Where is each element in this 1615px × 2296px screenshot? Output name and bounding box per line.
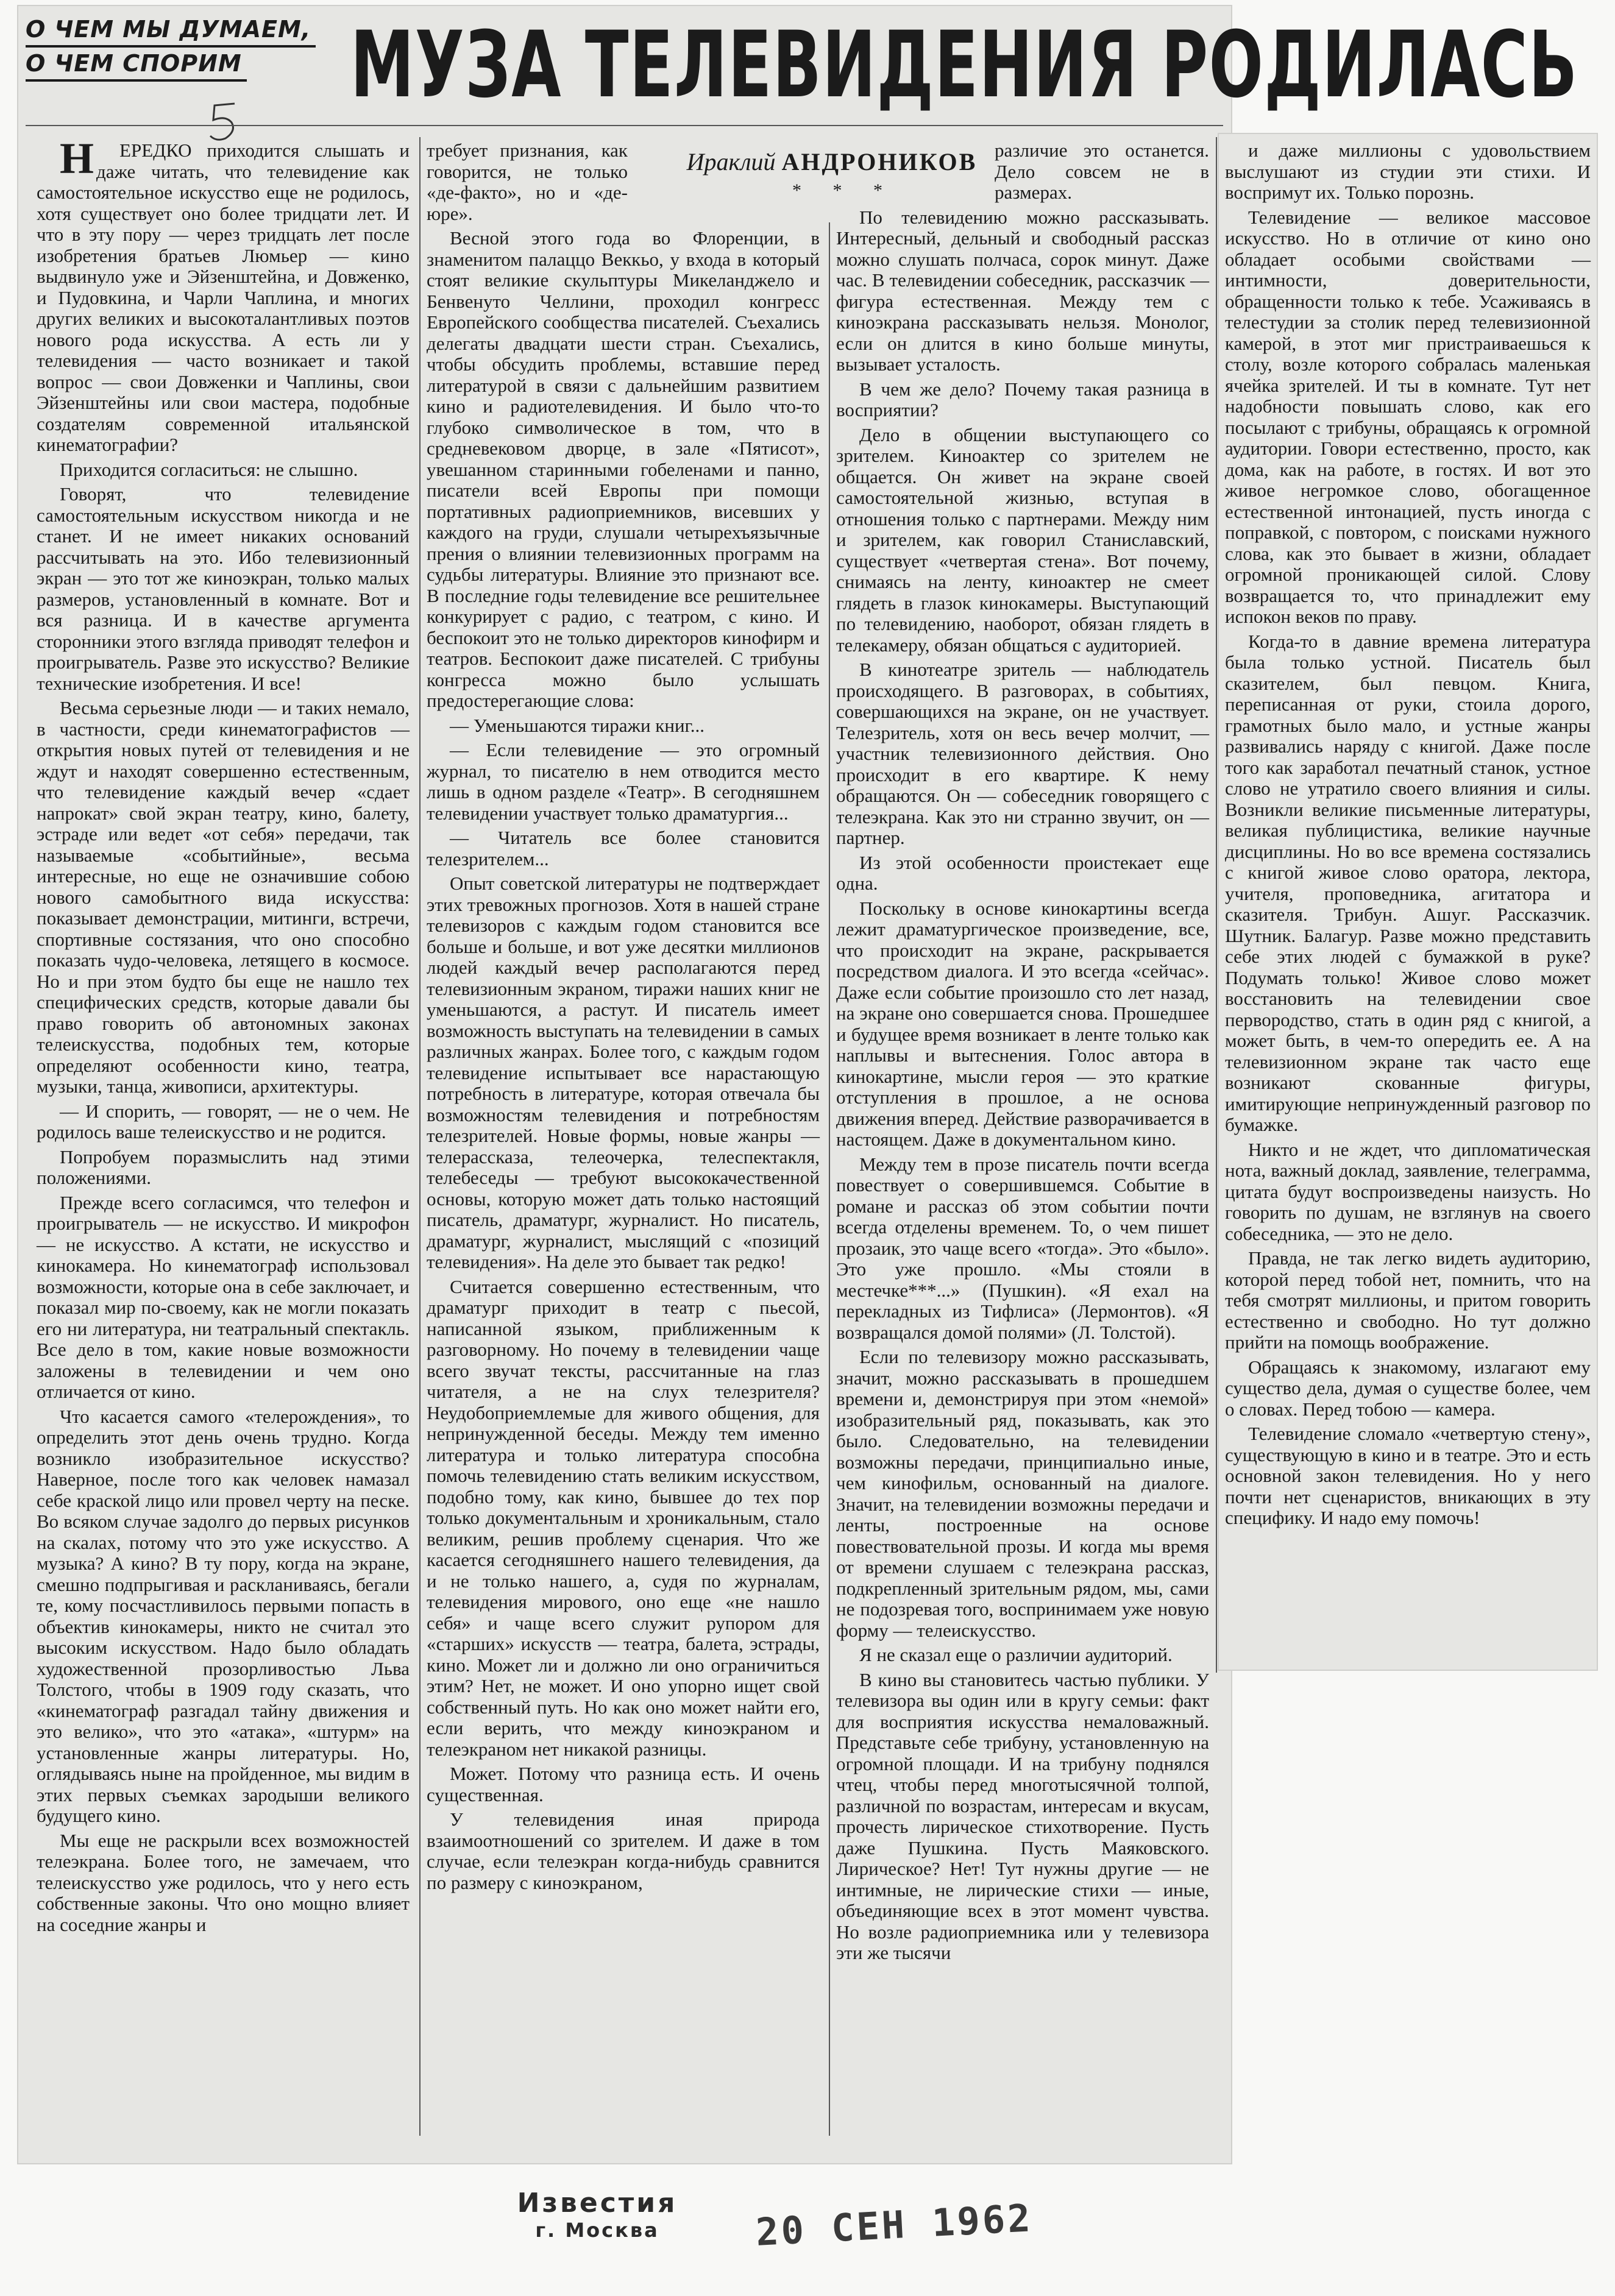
column-rule-2: [829, 222, 830, 2136]
paragraph: В кино вы становитесь частью публики. У телевизора вы один или в кругу семьи: факт для восприятия искусства немаловажный. Представьте себе трибуну, установленную на огромной площади. И на трибуну поднялся чтец, чтобы перед многотысячной толпой, различной по возрастам, интересам и вкусам, прочесть лирическое стихотворение. Пусть даже Пушкина. Пусть Маяковского. Лирическое? Нет! Тут нужны другие — не интимные, не лирические стихи — иные, объединяющие всех в этот момент чувства. Но возле радиоприемника или у телевизора эти же тысячи: [836, 1668, 1209, 1963]
paragraph: — Читатель все более становится телезрителем...: [427, 827, 820, 870]
paragraph: Телевидение — великое массовое искусство. Но в отличие от кино оно обладает особыми свойствами — интимности, доверительности, обращенности только к тебе. Усаживаясь в телестудии за столик перед телевизионной камерой, в этот миг пристраиваешься к столу, возле которого собралась маленькая ячейка зрителей. И ты в комнате. Тут нет надобности повышать слово, как его посылают с трибуны, обращаясь к огромной аудитории. Говори естественно, просто, как дома, как на работе, в гостях. И вот это живое негромкое слово, обогащенное естественной интонацией, пусть иногда с поправкой, с повтором, с поисками нужного слова, как это бывает в жизни, обладает огромной проникающей силой. Слову возвращается то, что принадлежит ему испокон веков по праву.: [1225, 206, 1591, 627]
paragraph: Дело в общении выступающего со зрителем. Киноактер со зрителем не общается. Он живет на экране своей самостоятельной жизнью, вступая в отношения только с партнерами. Между ним и зрителем, как говорил Станиславский, существует «четвертая стена». Вот почему, снимаясь на ленту, киноактер не смеет глядеть в глазок кинокамеры. Выступающий по телевидению, наоборот, обязан глядеть в телекамеру, обязан общаться с аудиторией.: [836, 423, 1209, 656]
rubric-line-2: О ЧЕМ СПОРИМ: [26, 48, 247, 82]
author-first-name: Ираклий: [686, 148, 776, 175]
headline: МУЗА ТЕЛЕВИДЕНИЯ РОДИЛАСЬ: [350, 12, 1578, 118]
article-column-2: [427, 140, 820, 1897]
paragraph: и даже миллионы с удовольствием выслушают из студии эти стихи. И воспримут их. Только порознь.: [1225, 140, 1591, 203]
paragraph: В кинотеатре зритель — наблюдатель происходящего. В разговорах, в событиях, совершающихся на экране, он не участвует. Телезритель, хотя он весь вечер молчит, — участник телевизионного действия. Оно происходит в его квартире. К нему обращаются. Он — собеседник говорящего с телеэкрана. Как это ни странно звучит, он — партнер.: [836, 659, 1209, 848]
paragraph: Я не сказал еще о различии аудиторий.: [859, 1644, 1173, 1665]
paragraph: Может. Потому что разница есть. И очень существенная.: [427, 1763, 820, 1805]
paragraph: Мы еще не раскрыли всех возможностей телеэкрана. Более того, не замечаем, что телеискусство уже родилось, что у него есть собственные законы. Что оно мощно влияет на соседние жанры и: [37, 1829, 410, 1935]
paragraph: требует признания, как говорится, не только «де-факто», но и «де-юре».: [427, 140, 628, 224]
paragraph: — Если телевидение — это огромный журнал, то писателю в нем отводится место лишь в одном разделе «Театр». В сегодняшнем телевидении участвует только драматургия...: [427, 739, 820, 824]
paragraph: Попробуем поразмыслить над этими положениями.: [37, 1146, 410, 1188]
rubric: [26, 13, 330, 82]
paragraph: По телевидению можно рассказывать. Интересный, дельный и свободный рассказ можно слушать полчаса, сорок минут. Даже час. В телевидении собеседник, рассказчик — фигура естественная. Между тем с киноэкрана рассказывать нельзя. Монолог, если он длится в кино больше минуты, вызывает усталость.: [836, 206, 1209, 375]
source-stamp-city: г. Москва: [535, 2219, 659, 2242]
date-stamp: 20 СЕН 1962: [754, 2195, 1034, 2255]
paragraph: Считается совершенно естественным, что драматург приходит в театр с пьесой, написанной языком, приближенным к разговорному. Но почему в телевидении чаще всего звучат тексты, рассчитанные на глаз читателя, а не на слух телезрителя? Неудобоприемлемые для живого общения, для непринужденной беседы. Между тем именно литература и только литература способна помочь телевидению стать великим искусством, подобно тому, как кино, бывшее до тех пор только документальным и хроникальным, стало великим, решив проблему сценария. Что же касается сегодняшнего нашего телевидения, да и не только нашего, а, судя по журналам, телевидения мирового, оно еще «не нашло себя» и чаще всего служит рупором для «старших» искусств — театра, балета, эстрады, кино. Может ли и должно ли оно ограничиться этим? Нет, не может. И оно упорно ищет свой собственный путь. Но как оно может найти его, если верить, что между киноэкраном и телеэкраном нет никакой разницы.: [427, 1275, 820, 1760]
pencil-mark-5: [207, 101, 244, 143]
paragraph: В чем же дело? Почему такая разница в восприятии?: [836, 378, 1209, 420]
paragraph: НЕРЕДКО приходится слышать и даже читать, что телевидение как самостоятельное искусство еще не родилось, хотя существует оно более тридцати лет. И что в эту пору — через тридцать лет после изобретения братьев Люмьер — кино выдвинуло уже и Эйзенштейна, и Довженко, и Пудовкина, и Чарли Чаплина, и многих других великих и высокоталантливых поэтов нового рода искусства. А есть ли у телевидения — часто возникает и такой вопрос — свои Довженки и Чаплины, свои Эйзенштейны или свои мастера, подобные создателям современной итальянской кинематографии?: [37, 134, 410, 455]
paragraph: Говорят, что телевидение самостоятельным искусством никогда и не станет. И не имеет никаких оснований рассчитывать на это. Ибо телевизионный экран — это тот же киноэкран, только малых размеров, установленный в комнате. Вот и вся разница. И в качестве аргумента сторонники этого взгляда приводят телефон и проигрыватель. Разве это искусство? Великие технические изобретения. И все!: [37, 483, 410, 694]
paragraph: различие это останется. Дело совсем не в размерах.: [995, 140, 1209, 203]
source-stamp-name: Известия: [517, 2188, 678, 2219]
column-rule-3: [1216, 137, 1217, 1673]
author-surname: АНДРОНИКОВ: [781, 148, 978, 175]
paragraph: Телевидение сломало «четвертую стену», существующую в кино и в театре. Это и есть основной закон телевидения. Но у него почти нет сценаристов, вникающих в эту специфику. И надо ему помочь!: [1225, 1423, 1591, 1528]
paragraph: У телевидения иная природа взаимоотношений со зрителем. И даже в том случае, если телеэкран когда-нибудь сравнится по размеру с киноэкраном,: [427, 1809, 820, 1893]
ornament-stars: * * *: [792, 180, 896, 200]
paragraph: — И спорить, — говорят, — не о чем. Не родилось ваше телеискусство и не родится.: [37, 1100, 410, 1143]
paragraph: Никто и не ждет, что дипломатическая нота, важный доклад, заявление, телеграмма, цитата будут воспроизведены наизусть. Но говорить по душам, не взглянув на своего собеседника, — это не дело.: [1225, 1138, 1591, 1244]
headline-rule: [26, 125, 1223, 126]
paragraph: Весной этого года во Флоренции, в знаменитом палаццо Веккьо, у входа в который стоят великие скульптуры Микеланджело и Бенвенуто Челлини, проходил конгресс Европейского сообщества писателей. Съехались делегаты двадцати шести стран. Съехались, чтобы обсудить проблемы, вставшие перед литературой в связи с дальнейшим развитием кино и радиотелевидения. И было что-то глубоко символическое в том, что в средневековом дворце, в зале «Пятисот», увешанном старинными гобеленами и панно, писатели всей Европы при помощи портативных радиоприемников, висевших у каждого на груди, слушали четырехъязычные прения о влиянии телевизионных программ на судьбы литературы. Влияние это признают все. В последние годы телевидение все решительнее конкурирует с радио, с театром, с кино. И беспокоит это не только директоров кинофирм и театров. Беспокоит даже писателей. С трибуны конгресса можно было услышать предостерегающие слова:: [427, 227, 820, 711]
paragraph: Приходится согласиться: не слышно.: [60, 458, 358, 480]
paragraph: Весьма серьезные люди — и таких немало, в частности, среди кинематографистов — открытия новых путей от телевидения и не ждут и находят совершенно естественным, что телевидение каждый вечер «сдает напрокат» свой экран театру, кино, балету, эстраде или ведет «от себя» передачи, так называемые «событийные», весьма интересные, но еще не означившие собою нового самобытного вида искусства: показывает демонстрации, митинги, встречи, спортивные состязания, что оно способно показать чудо-человека, летящего в космосе. Но и при этом будто бы еще не нашло тех специфических средств, которые давали бы право говорить об автономных законах телеискусства, подобных тем, которые определяют особенности кино, театра, музыки, танца, живописи, архитектуры.: [37, 697, 410, 1097]
paragraph: Прежде всего согласимся, что телефон и проигрыватель — не искусство. И микрофон — не искусство. А кстати, не искусство и кинокамера. Но кинематограф использовал возможности, которые она в себе заключает, и показал мир по-своему, как не могли показать его ни литература, ни театральный спектакль. Все дело в том, какие новые возможности заложены в телевидении и чем оно отличается от кино.: [37, 1191, 410, 1402]
paragraph: Если по телевизору можно рассказывать, значит, можно рассказывать в прошедшем времени и, демонстрируя при этом «немой» изобразительный ряд, показывать, как это было. Следовательно, на телевидении возможны передачи, принципиально иные, чем кинофильм, основанный на диалоге. Значит, на телевидении возможны передачи и ленты, построенные на основе повествовательной прозы. И когда мы время от времени слушаем с телеэкрана рассказ, подкрепленный зрительным рядом, мы, сами не подозревая того, воспринимаем уже новую форму — телеискусство.: [836, 1346, 1209, 1641]
article-column-4: [1225, 140, 1591, 1532]
paragraph: — Уменьшаются тиражи книг...: [450, 714, 705, 736]
source-stamp: [488, 2188, 707, 2242]
paragraph: Обращаясь к знакомому, излагают ему существо дела, думая о существе более, чем о словах. Перед тобою — камера.: [1225, 1356, 1591, 1420]
article-column-3: [836, 140, 1209, 1968]
article-column-1: [37, 134, 410, 1939]
column-rule-1: [419, 137, 421, 2136]
paragraph: Между тем в прозе писатель почти всегда повествует о совершившемся. Событие в романе и рассказ об этом событии почти всегда отделены временем. То, о чем пишет прозаик, это чаще всего «тогда». Это «было». Это уже прошло. «Мы стояли в местечке***...» (Пушкин). «Я ехал на перекладных из Тифлиса» (Лермонтов). «Я возвращался домой полями» (Л. Толстой).: [836, 1153, 1209, 1343]
paragraph: Из этой особенности проистекает еще одна.: [836, 851, 1209, 894]
paragraph: Опыт советской литературы не подтверждает этих тревожных прогнозов. Хотя в нашей стране телевизоров с каждым годом становится все больше и больше, и вот уже десятки миллионов людей каждый вечер располагаются перед телевизионным экраном, тиражи наших книг не уменьшаются, а растут. И писатель имеет возможность выступать на телевидении в самых различных жанрах. Более того, с каждым годом телевидение испытывает все нарастающую потребность в литературе, которая отвечала бы возможностям телевидения и потребностям телезрителей. Новые формы, новые жанры — телерассказа, телеочерка, телеспектакля, телебеседы — требуют высококачественной основы, которую может дать только настоящий писатель, драматург, журналист. Но писатель, драматург, журналист, мыслящий с «позиций телевидения». На деле это бывает так редко!: [427, 873, 820, 1272]
paragraph: Что касается самого «телерождения», то определить этот день очень трудно. Когда возникло изобразительное искусство? Наверное, после того как человек намазал себе краской лицо или провел черту на песке. Во всяком случае задолго до первых рисунков на скалах, потому что это уже искусство. А музыка? А кино? В ту пору, когда на экране, смешно подпрыгивая и раскланиваясь, бегали те, кому посчастливилось первыми попасть в объектив кинокамеры, никто не считал это высоким искусством. Надо было обладать художественной прозорливостью Льва Толстого, чтобы в 1909 году сказать, что «кинематограф разгадал тайну движения и это велико», что это «атака», «штурм» на установленные жанры литературы. Но, оглядываясь ныне на пройденное, мы видим в этих первых съемках зародыши великого будущего кино.: [37, 1405, 410, 1826]
paragraph: Когда-то в давние времена литература была только устной. Писатель был сказителем, был певцом. Книга, переписанная от руки, стоила дорого, грамотных было мало, и устные жанры развивались наряду с книгой. Даже после того как заработал печатный станок, устное слово не утратило своего влияния и силы. Возникли великие письменные литературы, великая публицистика, великие научные дисциплины. Но во все времена состязались с книгой живое слово оратора, лектора, учителя, проповедника, агитатора и сказителя. Трибун. Ашуг. Рассказчик. Шутник. Балагур. Разве можно представить себе этих людей с бумажкой в руке? Подумать только! Живое слово может восстановить на телевидении свое первородство, стать в один ряд с книгой, а может быть, в чем-то опередить ее. А на телевизионном экране так часто еще возникают скованные фигуры, имитирующие непринужденный разговор по бумажке.: [1225, 630, 1591, 1135]
paragraph: Поскольку в основе кинокартины всегда лежит драматургическое произведение, все, что происходит на экране, раскрывается посредством диалога. И это всегда «сейчас». Даже если событие произошло сто лет назад, на экране оно совершается снова. Прошедшее и будущее время возникает в ленте только как наплывы и вытеснения. Голос автора в кинокартине, мысли героя — это краткие отступления в прошлое, а не основа движения вперед. Действие разворачивается в настоящем. Даже в документальном кино.: [836, 897, 1209, 1150]
paragraph: Правда, не так легко видеть аудиторию, которой перед тобой нет, помнить, что на тебя смотрят миллионы, и притом говорить естественно и свободно. Но тут должно прийти на помощь воображение.: [1225, 1247, 1591, 1353]
rubric-line-1: О ЧЕМ МЫ ДУМАЕМ,: [26, 13, 316, 48]
